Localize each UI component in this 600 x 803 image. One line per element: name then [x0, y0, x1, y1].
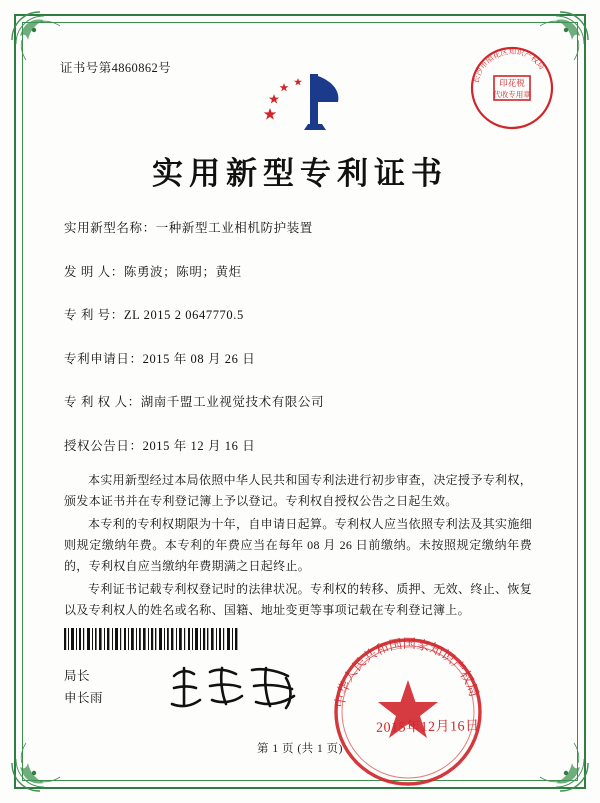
legal-paragraph: 本专利的专利权期限为十年，自申请日起算。专利权人应当依照专利法及其实施细则规定缴纳年费。本专利的年费应当在每年 08 月 26 日前缴纳。未按照规定缴纳年费的，专利权自应当缴纳年费期满之日起终止。 [64, 517, 532, 573]
national-ip-office-seal [328, 632, 488, 792]
field-label: 授权公告日： [64, 438, 143, 453]
field-value: ZL 2015 2 0647770.5 [123, 308, 244, 322]
field-label: 专利申请日： [64, 351, 143, 366]
field-value: 2015 年 12 月 16 日 [142, 438, 256, 453]
legal-paragraph: 本实用新型经过本局依照中华人民共和国专利法进行初步审查，决定授予专利权，颁发本证书并在专利登记簿上予以登记。专利权自授权公告之日起生效。 [64, 473, 532, 508]
field-patentee [64, 394, 534, 412]
svg-text:印花税: 印花税 [499, 79, 525, 89]
svg-text:长沙市雨花区知识产权局: 长沙市雨花区知识产权局 [471, 46, 547, 85]
field-label: 专 利 号： [64, 308, 124, 322]
fields-list [64, 220, 534, 477]
signature-block [64, 666, 103, 710]
seal-date: 2015年12月16日 [375, 719, 480, 736]
certificate-content [46, 40, 554, 764]
field-value: 湖南千盟工业视觉技术有限公司 [140, 395, 325, 409]
page-title: 实用新型专利证书 [152, 156, 448, 192]
director-label: 局长 [64, 669, 91, 683]
page-footer: 第 1 页 (共 1 页) [256, 743, 344, 755]
director-name: 申长雨 [64, 690, 104, 705]
field-application-date [64, 351, 534, 369]
svg-text:代收专用章: 代收专用章 [493, 90, 531, 99]
field-inventor [64, 264, 534, 282]
field-utility-model-name [64, 220, 534, 238]
tax-stamp-seal [466, 42, 558, 134]
field-grant-announcement-date [64, 438, 534, 456]
patent-office-logo [252, 62, 348, 134]
field-value: 陈勇波；陈明；黄炬 [123, 264, 242, 279]
legal-paragraph: 专利证书记载专利权登记时的法律状况。专利权的转移、质押、无效、终止、恢复以及专利权人的姓名或名称、国籍、地址变更等事项记载在专利登记簿上。 [64, 582, 532, 617]
field-value: 一种新型工业相机防护装置 [155, 221, 313, 235]
field-patent-number [64, 307, 534, 325]
barcode [64, 628, 240, 650]
field-label: 发 明 人： [64, 264, 124, 279]
field-label: 专 利 权 人： [64, 395, 141, 409]
certificate-number: 证书号第4860862号 [60, 61, 172, 75]
legal-body-text [64, 470, 532, 623]
field-label: 实用新型名称： [64, 221, 156, 235]
handwritten-signature [166, 660, 306, 718]
svg-text:中华人民共和国国家知识产权局: 中华人民共和国国家知识产权局 [332, 636, 482, 709]
field-value: 2015 年 08 月 26 日 [142, 351, 256, 366]
